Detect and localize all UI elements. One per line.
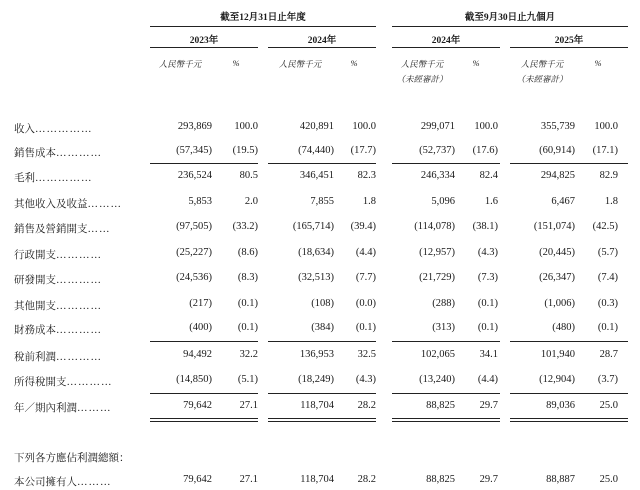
table-row-9-leader-dots: ………… <box>56 352 102 363</box>
table-row-8-leader-dots: ………… <box>56 325 102 336</box>
currency-label-2024a: 人民幣千元 <box>278 59 322 69</box>
table-row-9-cell-5: 34.1 <box>479 349 498 360</box>
table-row-3-cell-4: 5,096 <box>431 196 455 207</box>
attributable-row-cell-2: 118,704 <box>300 474 334 485</box>
currency-label-2024b: 人民幣千元 <box>400 59 444 69</box>
rule-double-after-profit-3 <box>510 418 628 422</box>
table-row-2-label <box>14 170 93 185</box>
table-row-8-cell-5: (0.1) <box>477 322 498 333</box>
table-row-10-cell-3: (4.3) <box>355 374 376 385</box>
table-row-5-label <box>14 247 102 262</box>
table-row-10-label-text: 所得稅開支 <box>14 377 67 388</box>
table-row-4-cell-7: (42.5) <box>592 221 618 232</box>
table-row-0-cell-4: 299,071 <box>420 121 455 132</box>
table-row-2-cell-0: 236,524 <box>177 170 212 181</box>
attributable-row-cell-3: 28.2 <box>357 474 376 485</box>
table-row-10-cell-2: (18,249) <box>298 374 334 385</box>
attributable-row-leader-dots: ……… <box>77 477 112 488</box>
table-row-1-cell-5: (17.6) <box>472 145 498 156</box>
rule-after-cost-of-sales-3 <box>510 163 628 164</box>
table-row-6-label <box>14 272 102 287</box>
table-row-8-cell-2: (384) <box>311 322 334 333</box>
table-row-10-cell-5: (4.4) <box>477 374 498 385</box>
table-row-3-label <box>14 196 122 211</box>
table-row-10-cell-7: (3.7) <box>597 374 618 385</box>
attributable-row-cell-0: 79,642 <box>183 474 212 485</box>
group-header-nine-months-rule <box>392 26 628 27</box>
rule-after-cost-of-sales-0 <box>150 163 258 164</box>
table-row-9-cell-7: 28.7 <box>599 349 618 360</box>
table-row-5-cell-3: (4.4) <box>355 247 376 258</box>
table-row-4-cell-6: (151,074) <box>533 221 575 232</box>
table-row-3-label-text: 其他收入及收益 <box>14 199 88 210</box>
table-row-0-label <box>14 121 93 136</box>
table-row-11-cell-4: 88,825 <box>426 400 455 411</box>
table-row-0-leader-dots: …………… <box>35 124 93 135</box>
table-row-4-label-text: 銷售及營銷開支 <box>14 224 88 235</box>
table-row-1-cell-6: (60,914) <box>539 145 575 156</box>
table-row-10-cell-6: (12,904) <box>539 374 575 385</box>
year-header-2024a: 2024年 <box>307 36 337 46</box>
table-row-9-cell-2: 136,953 <box>299 349 334 360</box>
table-row-0-cell-2: 420,891 <box>299 121 334 132</box>
table-row-1-cell-7: (17.1) <box>592 145 618 156</box>
table-row-1-cell-0: (57,345) <box>176 145 212 156</box>
table-row-11-cell-5: 29.7 <box>479 400 498 411</box>
attributable-heading: 下列各方應佔利潤總額： <box>14 453 130 464</box>
table-row-2-cell-3: 82.3 <box>357 170 376 181</box>
rule-after-cost-of-sales-2 <box>392 163 500 164</box>
rule-after-finance-cost-0 <box>150 341 258 342</box>
table-row-7-leader-dots: ………… <box>56 301 102 312</box>
percent-label-2024b: % <box>472 58 480 68</box>
table-row-5-cell-4: (12,957) <box>419 247 455 258</box>
unaudited-label-2025: （未經審計） <box>516 74 568 84</box>
group-header-nine-months: 截至9月30日止九個月 <box>464 13 556 23</box>
table-row-11-cell-2: 118,704 <box>300 400 334 411</box>
table-row-4-cell-1: (33.2) <box>232 221 258 232</box>
table-row-1-cell-3: (17.7) <box>350 145 376 156</box>
table-row-4-cell-5: (38.1) <box>472 221 498 232</box>
table-row-0-cell-3: 100.0 <box>352 121 376 132</box>
year-rule-2024b <box>392 47 500 48</box>
table-row-5-cell-0: (25,227) <box>176 247 212 258</box>
table-row-10-cell-1: (5.1) <box>237 374 258 385</box>
percent-label-2025: % <box>594 58 602 68</box>
table-row-3-cell-6: 6,467 <box>551 196 575 207</box>
attributable-row-cell-5: 29.7 <box>479 474 498 485</box>
table-row-10-leader-dots: ………… <box>66 377 113 388</box>
table-row-11-cell-3: 28.2 <box>357 400 376 411</box>
table-row-4-label <box>14 221 111 236</box>
attributable-row-cell-7: 25.0 <box>599 474 618 485</box>
rule-after-cost-of-sales-1 <box>268 163 376 164</box>
table-row-0-cell-6: 355,739 <box>540 121 575 132</box>
table-row-5-cell-6: (20,445) <box>539 247 575 258</box>
table-row-7-cell-1: (0.1) <box>237 298 258 309</box>
table-row-6-cell-3: (7.7) <box>355 272 376 283</box>
table-row-8-cell-1: (0.1) <box>237 322 258 333</box>
table-row-4-cell-3: (39.4) <box>350 221 376 232</box>
table-row-5-leader-dots: ………… <box>56 250 102 261</box>
table-row-7-label <box>14 298 102 313</box>
rule-after-finance-cost-1 <box>268 341 376 342</box>
table-row-0-cell-1: 100.0 <box>234 121 258 132</box>
table-row-6-cell-2: (32,513) <box>298 272 334 283</box>
attributable-row-cell-6: 88,887 <box>546 474 575 485</box>
table-row-4-cell-2: (165,714) <box>292 221 334 232</box>
table-row-6-cell-4: (21,729) <box>419 272 455 283</box>
table-row-9-cell-4: 102,065 <box>420 349 455 360</box>
year-rule-2024a <box>268 47 376 48</box>
table-row-8-label <box>14 322 102 337</box>
table-row-6-leader-dots: ………… <box>56 275 102 286</box>
table-row-11-label <box>14 400 112 415</box>
table-row-5-cell-2: (18,634) <box>298 247 334 258</box>
table-row-2-leader-dots: …………… <box>35 173 93 184</box>
table-row-11-cell-7: 25.0 <box>599 400 618 411</box>
table-row-9-cell-1: 32.2 <box>239 349 258 360</box>
table-row-3-cell-0: 5,853 <box>188 196 212 207</box>
table-row-7-cell-5: (0.1) <box>477 298 498 309</box>
table-row-9-label <box>14 349 102 364</box>
table-row-11-cell-1: 27.1 <box>239 400 258 411</box>
percent-label-2024a: % <box>350 58 358 68</box>
table-row-9-cell-3: 32.5 <box>357 349 376 360</box>
table-row-2-label-text: 毛利 <box>14 173 35 184</box>
rule-after-income-tax-3 <box>510 393 628 394</box>
table-row-2-cell-4: 246,334 <box>420 170 455 181</box>
table-row-0-cell-7: 100.0 <box>594 121 618 132</box>
currency-label-2025: 人民幣千元 <box>520 59 564 69</box>
table-row-0-cell-5: 100.0 <box>474 121 498 132</box>
rule-after-finance-cost-2 <box>392 341 500 342</box>
unaudited-label-2024b: （未經審計） <box>396 74 448 84</box>
percent-label-2023: % <box>232 58 240 68</box>
attributable-row-cell-4: 88,825 <box>426 474 455 485</box>
table-row-9-label-text: 稅前利潤 <box>14 352 56 363</box>
currency-label-2023: 人民幣千元 <box>158 59 202 69</box>
table-row-0-cell-0: 293,869 <box>177 121 212 132</box>
table-row-6-label-text: 研發開支 <box>14 275 56 286</box>
table-row-1-cell-4: (52,737) <box>419 145 455 156</box>
year-header-2025: 2025年 <box>554 36 584 46</box>
rule-double-after-profit-1 <box>268 418 376 422</box>
attributable-row-label <box>14 474 112 489</box>
table-row-1-cell-2: (74,440) <box>298 145 334 156</box>
table-row-11-label-text: 年／期內利潤 <box>14 403 77 414</box>
table-row-7-label-text: 其他開支 <box>14 301 56 312</box>
year-header-2023: 2023年 <box>189 36 219 46</box>
table-row-10-label <box>14 374 113 389</box>
table-row-1-leader-dots: ………… <box>56 148 102 159</box>
table-row-8-cell-0: (400) <box>189 322 212 333</box>
group-header-year-rule <box>150 26 376 27</box>
table-row-1-label-text: 銷售成本 <box>14 148 56 159</box>
table-row-7-cell-2: (108) <box>311 298 334 309</box>
table-row-5-label-text: 行政開支 <box>14 250 56 261</box>
table-row-1-cell-1: (19.5) <box>232 145 258 156</box>
table-row-3-cell-3: 1.8 <box>362 196 376 207</box>
table-row-8-cell-3: (0.1) <box>355 322 376 333</box>
table-row-2-cell-1: 80.5 <box>239 170 258 181</box>
table-row-11-leader-dots: ……… <box>77 403 112 414</box>
table-row-7-cell-0: (217) <box>189 298 212 309</box>
table-row-2-cell-5: 82.4 <box>479 170 498 181</box>
table-row-1-label <box>14 145 102 160</box>
table-row-3-cell-5: 1.6 <box>484 196 498 207</box>
table-row-8-cell-6: (480) <box>552 322 575 333</box>
table-row-11-cell-0: 79,642 <box>183 400 212 411</box>
table-row-3-cell-7: 1.8 <box>604 196 618 207</box>
table-row-2-cell-6: 294,825 <box>540 170 575 181</box>
table-row-7-cell-4: (288) <box>432 298 455 309</box>
table-row-8-cell-4: (313) <box>432 322 455 333</box>
table-row-9-cell-0: 94,492 <box>183 349 212 360</box>
table-row-4-cell-0: (97,505) <box>176 221 212 232</box>
rule-after-income-tax-2 <box>392 393 500 394</box>
table-row-6-cell-1: (8.3) <box>237 272 258 283</box>
table-row-2-cell-2: 346,451 <box>299 170 334 181</box>
rule-after-income-tax-1 <box>268 393 376 394</box>
table-row-6-cell-0: (24,536) <box>176 272 212 283</box>
rule-after-income-tax-0 <box>150 393 258 394</box>
table-row-2-cell-7: 82.9 <box>599 170 618 181</box>
table-row-6-cell-6: (26,347) <box>539 272 575 283</box>
rule-double-after-profit-0 <box>150 418 258 422</box>
table-row-6-cell-7: (7.4) <box>597 272 618 283</box>
table-row-6-cell-5: (7.3) <box>477 272 498 283</box>
year-rule-2025 <box>510 47 628 48</box>
table-row-3-leader-dots: ……… <box>87 199 122 210</box>
year-rule-2023 <box>150 47 258 48</box>
table-row-8-cell-7: (0.1) <box>597 322 618 333</box>
table-row-9-cell-6: 101,940 <box>540 349 575 360</box>
rule-after-finance-cost-3 <box>510 341 628 342</box>
table-row-5-cell-5: (4.3) <box>477 247 498 258</box>
table-row-8-label-text: 財務成本 <box>14 325 56 336</box>
table-row-3-cell-2: 7,855 <box>310 196 334 207</box>
table-row-3-cell-1: 2.0 <box>244 196 258 207</box>
rule-double-after-profit-2 <box>392 418 500 422</box>
group-header-year: 截至12月31日止年度 <box>220 13 306 23</box>
table-row-7-cell-6: (1,006) <box>544 298 575 309</box>
table-row-10-cell-4: (13,240) <box>419 374 455 385</box>
table-row-0-label-text: 收入 <box>14 124 35 135</box>
year-header-2024b: 2024年 <box>431 36 461 46</box>
attributable-row-label-text: 本公司擁有人 <box>14 477 77 488</box>
table-row-10-cell-0: (14,850) <box>176 374 212 385</box>
table-row-7-cell-7: (0.3) <box>597 298 618 309</box>
table-row-11-cell-6: 89,036 <box>546 400 575 411</box>
table-row-4-leader-dots: …… <box>87 224 111 235</box>
table-row-4-cell-4: (114,078) <box>414 221 455 232</box>
table-row-5-cell-7: (5.7) <box>597 247 618 258</box>
table-row-5-cell-1: (8.6) <box>237 247 258 258</box>
table-row-7-cell-3: (0.0) <box>355 298 376 309</box>
attributable-row-cell-1: 27.1 <box>239 474 258 485</box>
